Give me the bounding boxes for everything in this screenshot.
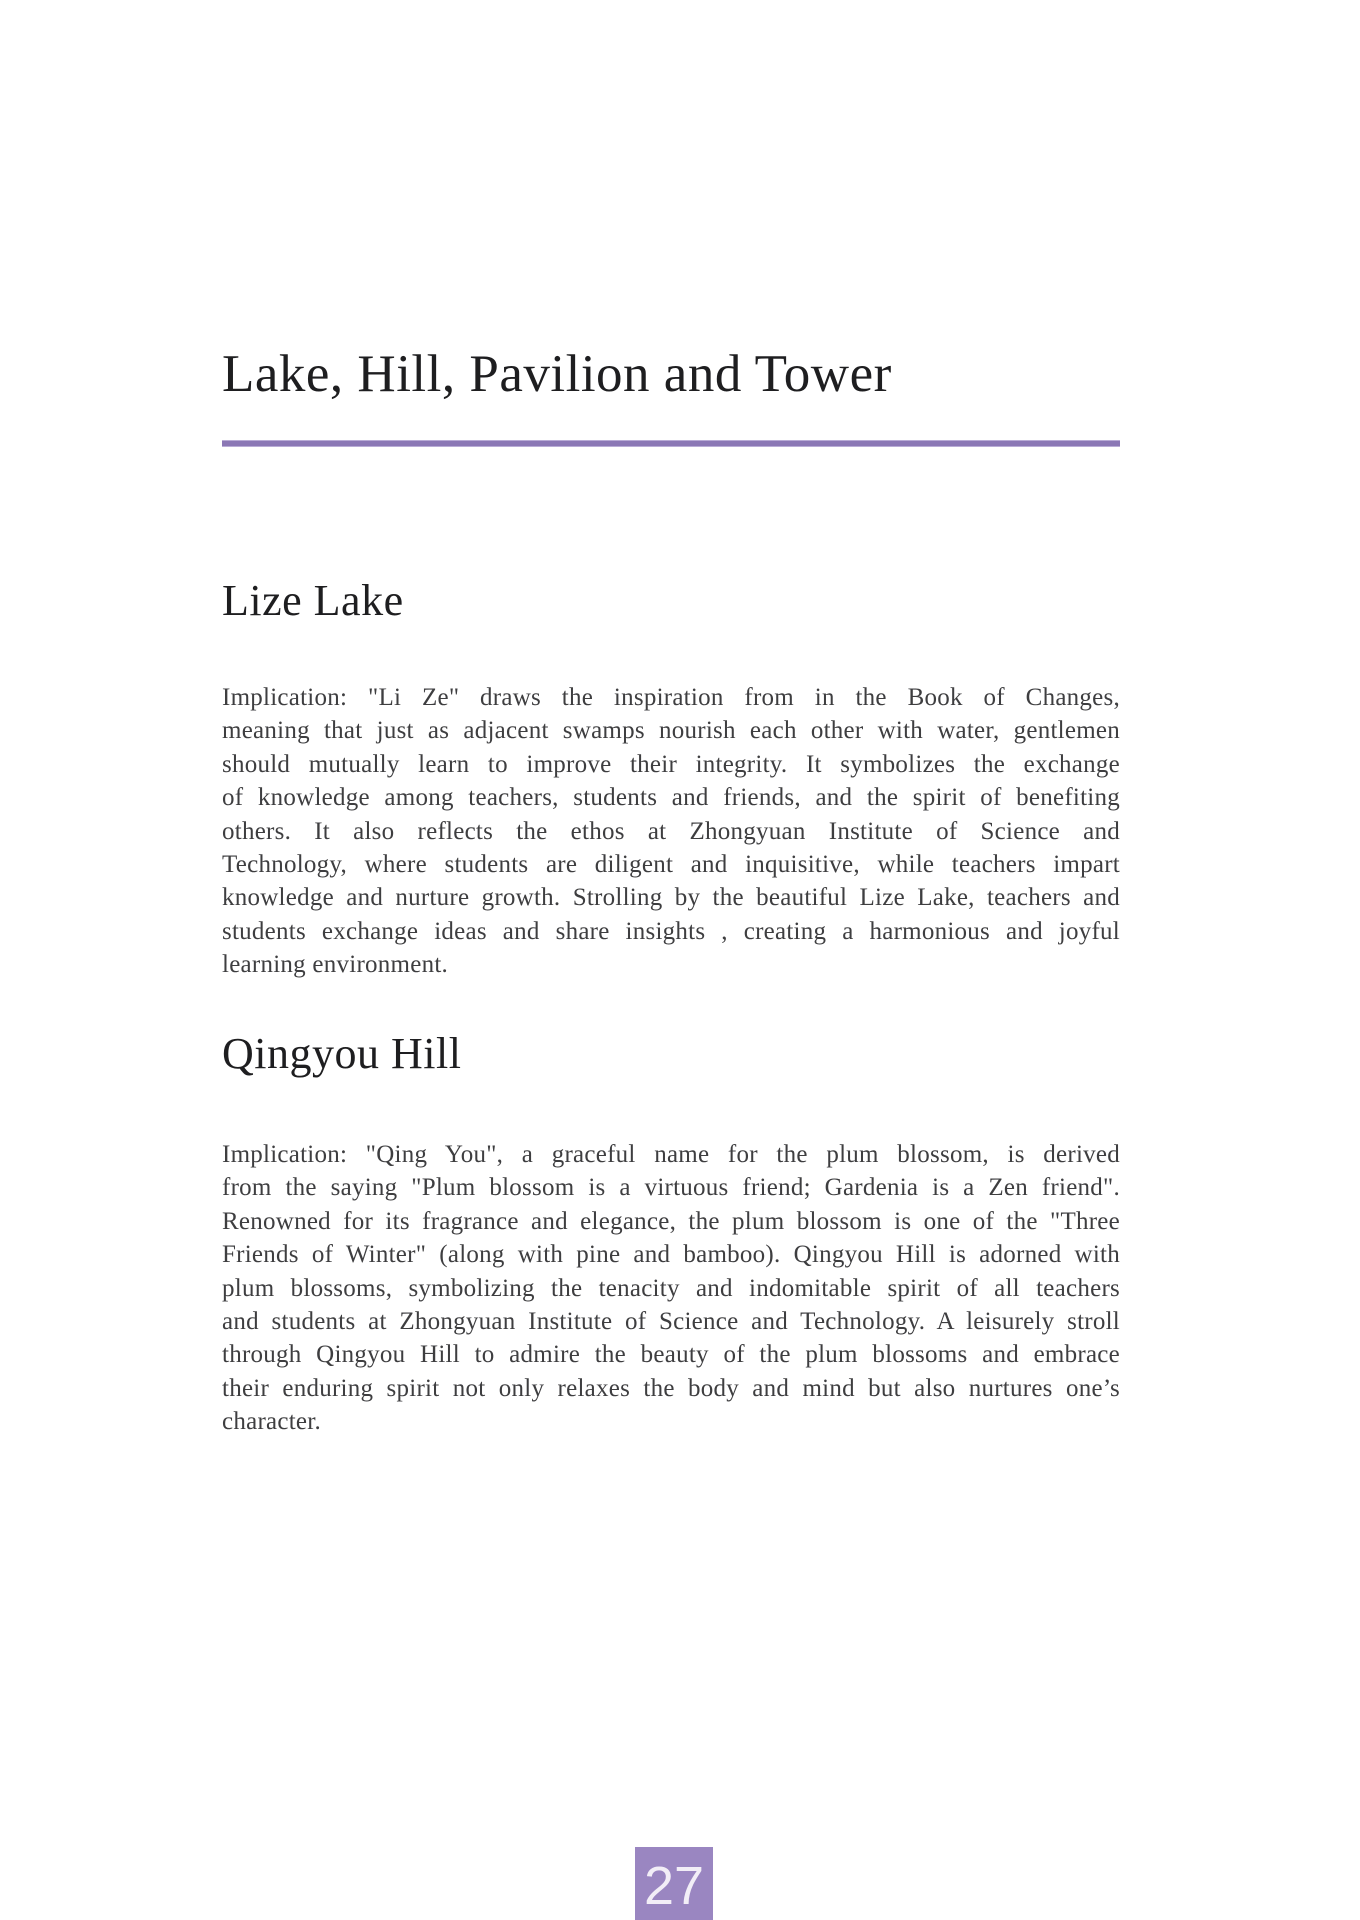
page-number: 27 — [643, 1855, 705, 1916]
paragraph-line: Technology, where students are diligent and inquisitive, while teachers impart — [222, 851, 1120, 879]
paragraph-line: others. It also reflects the ethos at Zhongyuan Institute of Science and — [222, 817, 1120, 845]
paragraph-line: Implication: "Li Ze" draws the inspiration from in the Book of Changes, — [222, 684, 1120, 711]
paragraph-line: character. — [222, 1408, 321, 1436]
paragraph-qingyou-hill — [222, 1138, 1120, 1439]
paragraph-lize-lake — [222, 681, 1120, 982]
title-divider — [222, 441, 1120, 446]
paragraph-line: Implication: "Qing You", a graceful name for the plum blossom, is derived — [222, 1141, 1120, 1168]
paragraph-line: through Qingyou Hill to admire the beauty of the plum blossoms and embrace — [222, 1341, 1120, 1369]
paragraph-line: from the saying "Plum blossom is a virtuous friend; Gardenia is a Zen friend". — [222, 1174, 1120, 1202]
paragraph-line: Friends of Winter" (along with pine and bamboo). Qingyou Hill is adorned with — [222, 1241, 1120, 1269]
paragraph-line: meaning that just as adjacent swamps nourish each other with water, gentlemen — [222, 717, 1120, 745]
paragraph-line: Renowned for its fragrance and elegance, the plum blossom is one of the "Three — [222, 1207, 1120, 1235]
paragraph-line: students exchange ideas and share insights , creating a harmonious and joyful — [222, 917, 1120, 945]
paragraph-line: and students at Zhongyuan Institute of Science and Technology. A leisurely stroll — [222, 1308, 1120, 1336]
page-title: Lake, Hill, Pavilion and Tower — [222, 345, 892, 403]
paragraph-line: plum blossoms, symbolizing the tenacity and indomitable spirit of all teachers — [222, 1274, 1120, 1302]
paragraph-line: should mutually learn to improve their integrity. It symbolizes the exchange — [222, 750, 1120, 778]
section-heading-qingyou-hill: Qingyou Hill — [222, 1029, 462, 1078]
paragraph-line: knowledge and nurture growth. Strolling by the beautiful Lize Lake, teachers and — [222, 884, 1120, 912]
section-heading-lize-lake: Lize Lake — [222, 576, 404, 625]
paragraph-line: learning environment. — [222, 951, 449, 979]
paragraph-line: of knowledge among teachers, students and friends, and the spirit of benefiting — [222, 784, 1120, 812]
paragraph-line: their enduring spirit not only relaxes the body and mind but also nurtures one’s — [222, 1374, 1120, 1402]
page-number-badge — [635, 1847, 713, 1920]
